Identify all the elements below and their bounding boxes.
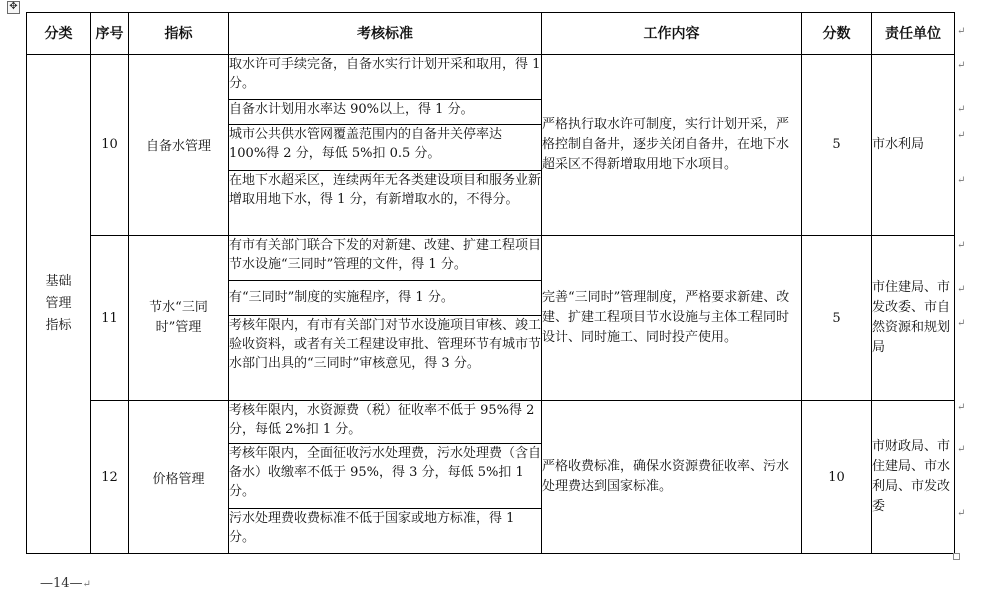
paragraph-mark-icon: ↵ [82, 579, 91, 590]
row-end-mark-icon: ↵ [957, 60, 966, 71]
row-end-mark-icon: ↵ [957, 444, 966, 455]
indicator-cell: 节水“三同时”管理 [129, 236, 229, 401]
page-number-text: —14— [40, 576, 83, 591]
header-unit: 责任单位 [872, 13, 955, 55]
category-text: 基础 管理 指标 [45, 273, 72, 333]
work-content-cell: 严格收费标准，确保水资源费征收率、污水处理费达到国家标准。 [542, 401, 802, 554]
row-number: 11 [91, 236, 129, 401]
standard-cell: 城市公共供水管网覆盖范围内的自备井关停率达 100%得 2 分，每低 5%扣 0.5 分。 [229, 125, 542, 171]
table-move-handle-icon[interactable]: ✥ [7, 1, 20, 14]
table-row [27, 236, 955, 281]
row-end-mark-icon: ↵ [957, 318, 966, 329]
standard-cell: 考核年限内，水资源费（税）征收率不低于 95%得 2 分，每低 2%扣 1 分。 [229, 401, 542, 444]
standard-cell: 自备水计划用水率达 90%以上，得 1 分。 [229, 99, 542, 124]
header-number: 序号 [91, 13, 129, 55]
table-row [27, 401, 955, 444]
row-end-mark-icon: ↵ [957, 240, 966, 251]
indicator-cell: 价格管理 [129, 401, 229, 554]
header-indicator: 指标 [129, 13, 229, 55]
header-standard: 考核标准 [229, 13, 542, 55]
score-cell: 5 [802, 236, 872, 401]
unit-cell: 市水利局 [872, 54, 955, 235]
table-row [27, 54, 955, 99]
standard-cell: 有“三同时”制度的实施程序，得 1 分。 [229, 280, 542, 315]
score-cell: 10 [802, 401, 872, 554]
standard-cell: 污水处理费收费标准不低于国家或地方标准，得 1 分。 [229, 509, 542, 554]
header-category: 分类 [27, 13, 91, 55]
row-number: 12 [91, 401, 129, 554]
standard-cell: 在地下水超采区，连续两年无各类建设项目和服务业新增取用地下水，得 1 分，有新增取水的，不得分。 [229, 170, 542, 235]
work-content-cell: 严格执行取水许可制度，实行计划开采，严格控制自备井，逐步关闭自备井，在地下水超采区不得新增取用地下水项目。 [542, 54, 802, 235]
row-number: 10 [91, 54, 129, 235]
table-resize-handle[interactable] [953, 553, 960, 560]
row-end-mark-icon: ↵ [957, 26, 966, 37]
indicator-cell: 自备水管理 [129, 54, 229, 235]
row-end-mark-icon: ↵ [957, 104, 966, 115]
assessment-table [26, 12, 955, 554]
standard-cell: 有市有关部门联合下发的对新建、改建、扩建工程项目节水设施“三同时”管理的文件，得 1 分。 [229, 236, 542, 281]
standard-cell: 取水许可手续完备，自备水实行计划开采和取用，得 1 分。 [229, 54, 542, 99]
row-end-mark-icon: ↵ [957, 508, 966, 519]
category-cell [27, 54, 91, 553]
header-score: 分数 [802, 13, 872, 55]
standard-cell: 考核年限内，有市有关部门对节水设施项目审核、竣工验收资料，或者有关工程建设审批、管理环节有城市节水部门出具的“三同时”审核意见，得 3 分。 [229, 315, 542, 401]
row-end-mark-icon: ↵ [957, 130, 966, 141]
standard-cell: 考核年限内，全面征收污水处理费，污水处理费（含自备水）收缴率不低于 95%，得 3 分，每低 5%扣 1 分。 [229, 443, 542, 508]
header-work: 工作内容 [542, 13, 802, 55]
score-cell: 5 [802, 54, 872, 235]
work-content-cell: 完善“三同时”管理制度，严格要求新建、改建、扩建工程项目节水设施与主体工程同时设计、同时施工、同时投产使用。 [542, 236, 802, 401]
row-end-mark-icon: ↵ [957, 175, 966, 186]
row-end-mark-icon: ↵ [957, 402, 966, 413]
table-header-row [27, 13, 955, 55]
unit-cell: 市住建局、市发改委、市自然资源和规划局 [872, 236, 955, 401]
page-number [40, 576, 91, 591]
row-end-mark-icon: ↵ [957, 284, 966, 295]
unit-cell: 市财政局、市住建局、市水利局、市发改委 [872, 401, 955, 554]
